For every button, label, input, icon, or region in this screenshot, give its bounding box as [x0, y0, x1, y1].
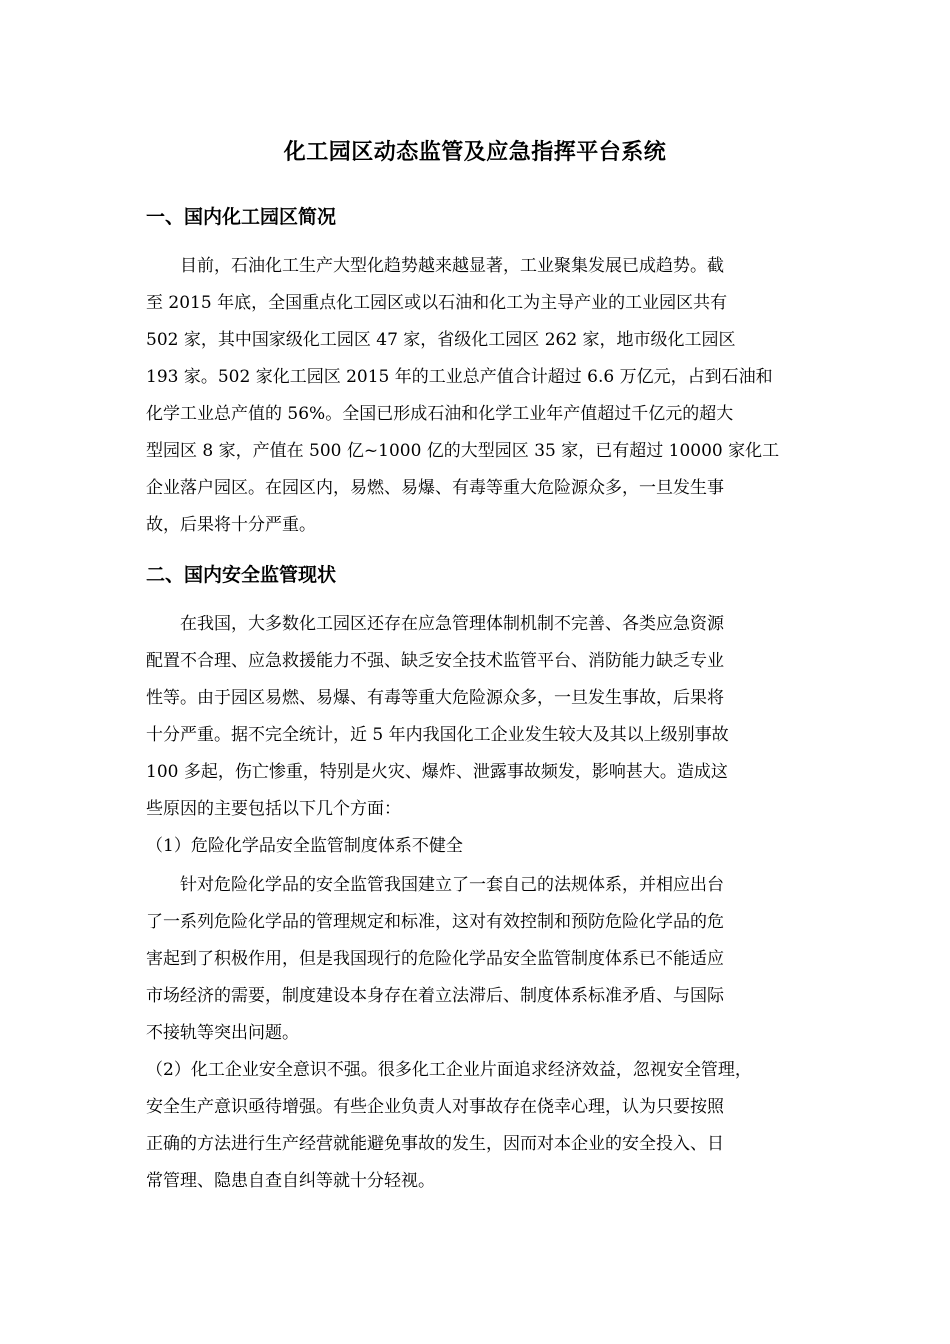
- paragraph-line: 型园区 8 家，产值在 500 亿~1000 亿的大型园区 35 家，已有超过 10000 家化工: [146, 441, 780, 461]
- list-item-heading: （1）危险化学品安全监管制度体系不健全: [146, 836, 463, 856]
- paragraph-line: 十分严重。据不完全统计，近 5 年内我国化工企业发生较大及其以上级别事故: [146, 725, 729, 745]
- paragraph-line: 正确的方法进行生产经营就能避免事故的发生，因而对本企业的安全投入、日: [146, 1134, 724, 1154]
- paragraph-line: 安全生产意识亟待增强。有些企业负责人对事故存在侥幸心理，认为只要按照: [146, 1097, 724, 1117]
- paragraph-line: 不接轨等突出问题。: [146, 1023, 299, 1043]
- paragraph-line: 化学工业总产值的 56%。全国已形成石油和化学工业年产值超过千亿元的超大: [146, 404, 734, 424]
- paragraph-line: 至 2015 年底，全国重点化工园区或以石油和化工为主导产业的工业园区共有: [146, 293, 728, 313]
- paragraph-line: 配置不合理、应急救援能力不强、缺乏安全技术监管平台、消防能力缺乏专业: [146, 651, 724, 671]
- paragraph-line: 常管理、隐患自查自纠等就十分轻视。: [146, 1171, 435, 1191]
- paragraph-line: 了一系列危险化学品的管理规定和标准，这对有效控制和预防危险化学品的危: [146, 912, 724, 932]
- paragraph-line: 些原因的主要包括以下几个方面：: [146, 799, 401, 819]
- paragraph-line: 性等。由于园区易燃、易爆、有毒等重大危险源众多，一旦发生事故，后果将: [146, 688, 724, 708]
- paragraph-line: 在我国，大多数化工园区还存在应急管理体制机制不完善、各类应急资源: [180, 614, 724, 634]
- section-heading-1: 一、国内化工园区简况: [146, 206, 337, 228]
- section-heading-2: 二、国内安全监管现状: [146, 564, 337, 586]
- document-title: 化工园区动态监管及应急指挥平台系统: [283, 139, 667, 165]
- paragraph-line: 企业落户园区。在园区内，易燃、易爆、有毒等重大危险源众多，一旦发生事: [146, 478, 724, 498]
- paragraph-line: （2）化工企业安全意识不强。很多化工企业片面追求经济效益，忽视安全管理，: [146, 1060, 752, 1080]
- paragraph-line: 故，后果将十分严重。: [146, 515, 316, 535]
- paragraph-line: 针对危险化学品的安全监管我国建立了一套自己的法规体系，并相应出台: [180, 875, 724, 895]
- paragraph-line: 193 家。502 家化工园区 2015 年的工业总产值合计超过 6.6 万亿元，占到石油和: [146, 367, 773, 387]
- paragraph-line: 害起到了积极作用，但是我国现行的危险化学品安全监管制度体系已不能适应: [146, 949, 724, 969]
- paragraph-line: 目前，石油化工生产大型化趋势越来越显著，工业聚集发展已成趋势。截: [180, 256, 724, 276]
- paragraph-line: 100 多起，伤亡惨重，特别是火灾、爆炸、泄露事故频发，影响甚大。造成这: [146, 762, 728, 782]
- paragraph-line: 市场经济的需要，制度建设本身存在着立法滞后、制度体系标准矛盾、与国际: [146, 986, 724, 1006]
- paragraph-line: 502 家，其中国家级化工园区 47 家，省级化工园区 262 家，地市级化工园区: [146, 330, 736, 350]
